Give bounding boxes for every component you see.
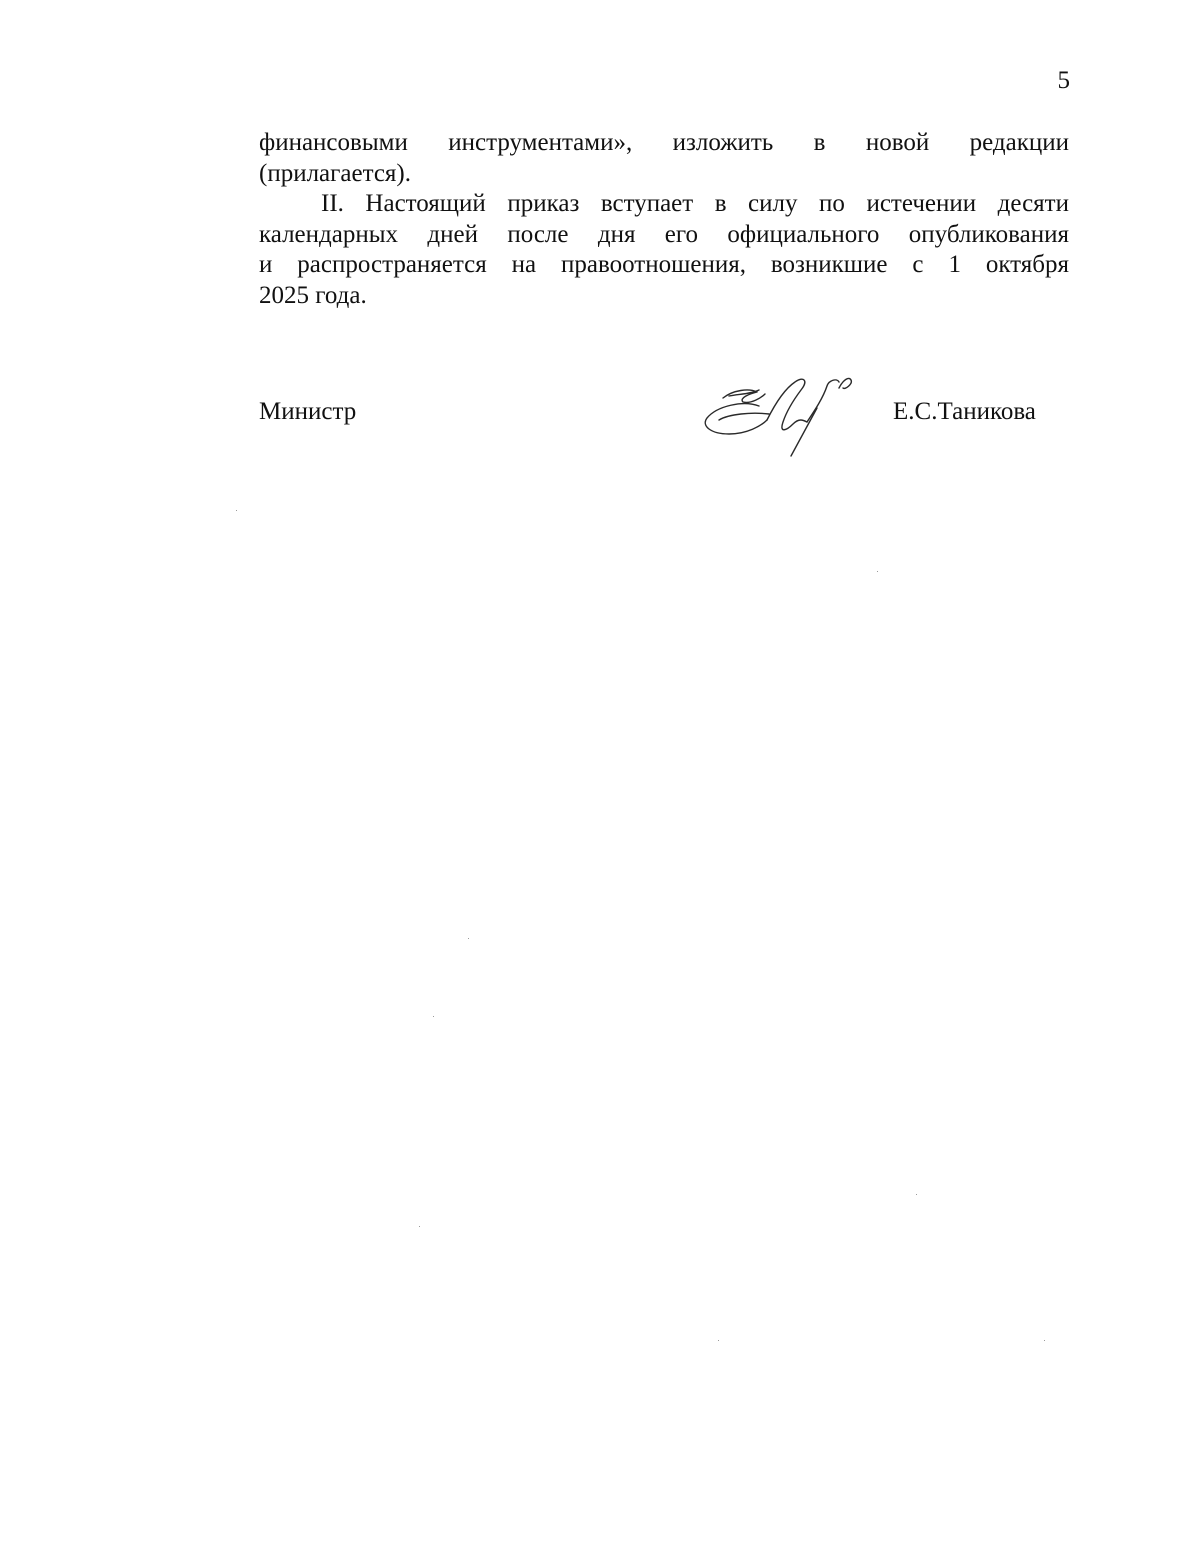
scan-speck <box>433 1016 434 1017</box>
text-line: 2025 года. <box>259 281 367 309</box>
handwritten-signature <box>699 368 869 460</box>
scan-speck <box>236 510 237 511</box>
scan-speck <box>419 1226 420 1227</box>
scan-speck <box>468 938 469 939</box>
text-line: и распространяется на правоотношения, возникшие с 1 октября <box>259 251 1069 278</box>
scan-speck <box>718 1340 719 1341</box>
scan-speck <box>877 571 878 572</box>
page-number: 5 <box>1057 67 1070 94</box>
scan-speck <box>1044 1340 1045 1341</box>
signature-block <box>259 360 1079 460</box>
text-line: (прилагается). <box>259 159 412 187</box>
scan-speck <box>916 1194 917 1195</box>
body-text <box>259 128 1069 311</box>
signer-name: Е.С.Таникова <box>893 398 1036 425</box>
text-line: финансовыми инструментами», изложить в новой редакции <box>259 129 1069 156</box>
text-line: II. Настоящий приказ вступает в силу по истечении десяти <box>321 190 1069 217</box>
text-line: календарных дней после дня его официального опубликования <box>259 220 1069 248</box>
signer-position: Министр <box>259 398 357 425</box>
